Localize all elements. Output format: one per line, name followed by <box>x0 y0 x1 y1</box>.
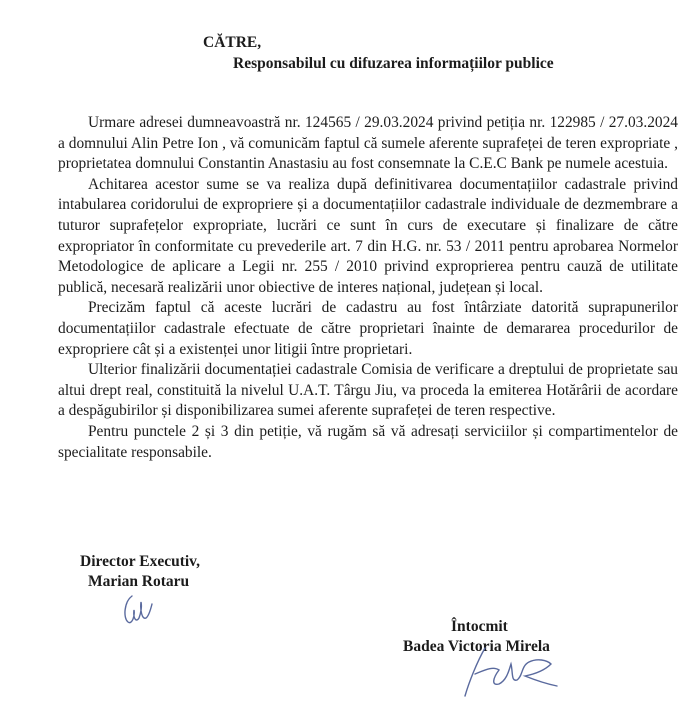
director-signature <box>118 592 158 628</box>
paragraph-5: Pentru punctele 2 și 3 din petiție, vă rugăm să vă adresați serviciilor și compartimentelor de specialitate responsabile. <box>58 422 678 461</box>
addressee-label: CĂTRE, <box>203 34 262 51</box>
recipient-title: Responsabilul cu difuzarea informațiilor publice <box>233 55 554 72</box>
preparer-title: Întocmit <box>451 618 508 635</box>
paragraph-1: Urmare adresei dumneavoastră nr. 124565 / 29.03.2024 privind petiția nr. 122985 / 27.03.2024 a domnului Alin Petre Ion , vă comunicăm faptul că sumele aferente suprafeței de teren expropriate , proprietatea domnului Constantin Anastasiu au fost consemnate la C.E.C Bank pe numele acestuia. <box>58 114 678 173</box>
letter-body <box>58 113 678 463</box>
paragraph-4: Ulterior finalizării documentației cadastrale Comisia de verificare a dreptului de proprietate sau altui drept real, constituită la nivelul U.A.T. Târgu Jiu, va proceda la emiterea Hotărârii de acordare a despăgubirilor și disponibilizarea sumei aferente suprafeței de teren respective. <box>58 361 678 420</box>
paragraph-2: Achitarea acestor sume se va realiza după definitivarea documentațiilor cadastrale privind intabularea coridorului de expropriere și a documentațiilor cadastrale individuale de dezmembrare a tuturor suprafețelor expropriate, lucrări ce sunt în curs de executare și finalizare de către expropriator în conformitate cu prevederile art. 7 din H.G. nr. 53 / 2011 pentru aprobarea Normelor Metodologice de aplicare a Legii nr. 255 / 2010 privind exproprierea pentru cauză de utilitate publică, necesară realizării unor obiective de interes național, județean și local. <box>58 175 678 296</box>
paragraph-3: Precizăm faptul că aceste lucrări de cadastru au fost întârziate datorită suprapunerilor documentațiilor cadastrale efectuate de către proprietari înainte de demararea procedurilor de expropriere cât și a existenței unor litigii între proprietari. <box>58 299 678 358</box>
director-name: Marian Rotaru <box>88 573 190 590</box>
director-title: Director Executiv, <box>80 553 200 570</box>
preparer-signature <box>455 640 565 702</box>
preparer-name: Badea Victoria Mirela <box>403 638 550 655</box>
